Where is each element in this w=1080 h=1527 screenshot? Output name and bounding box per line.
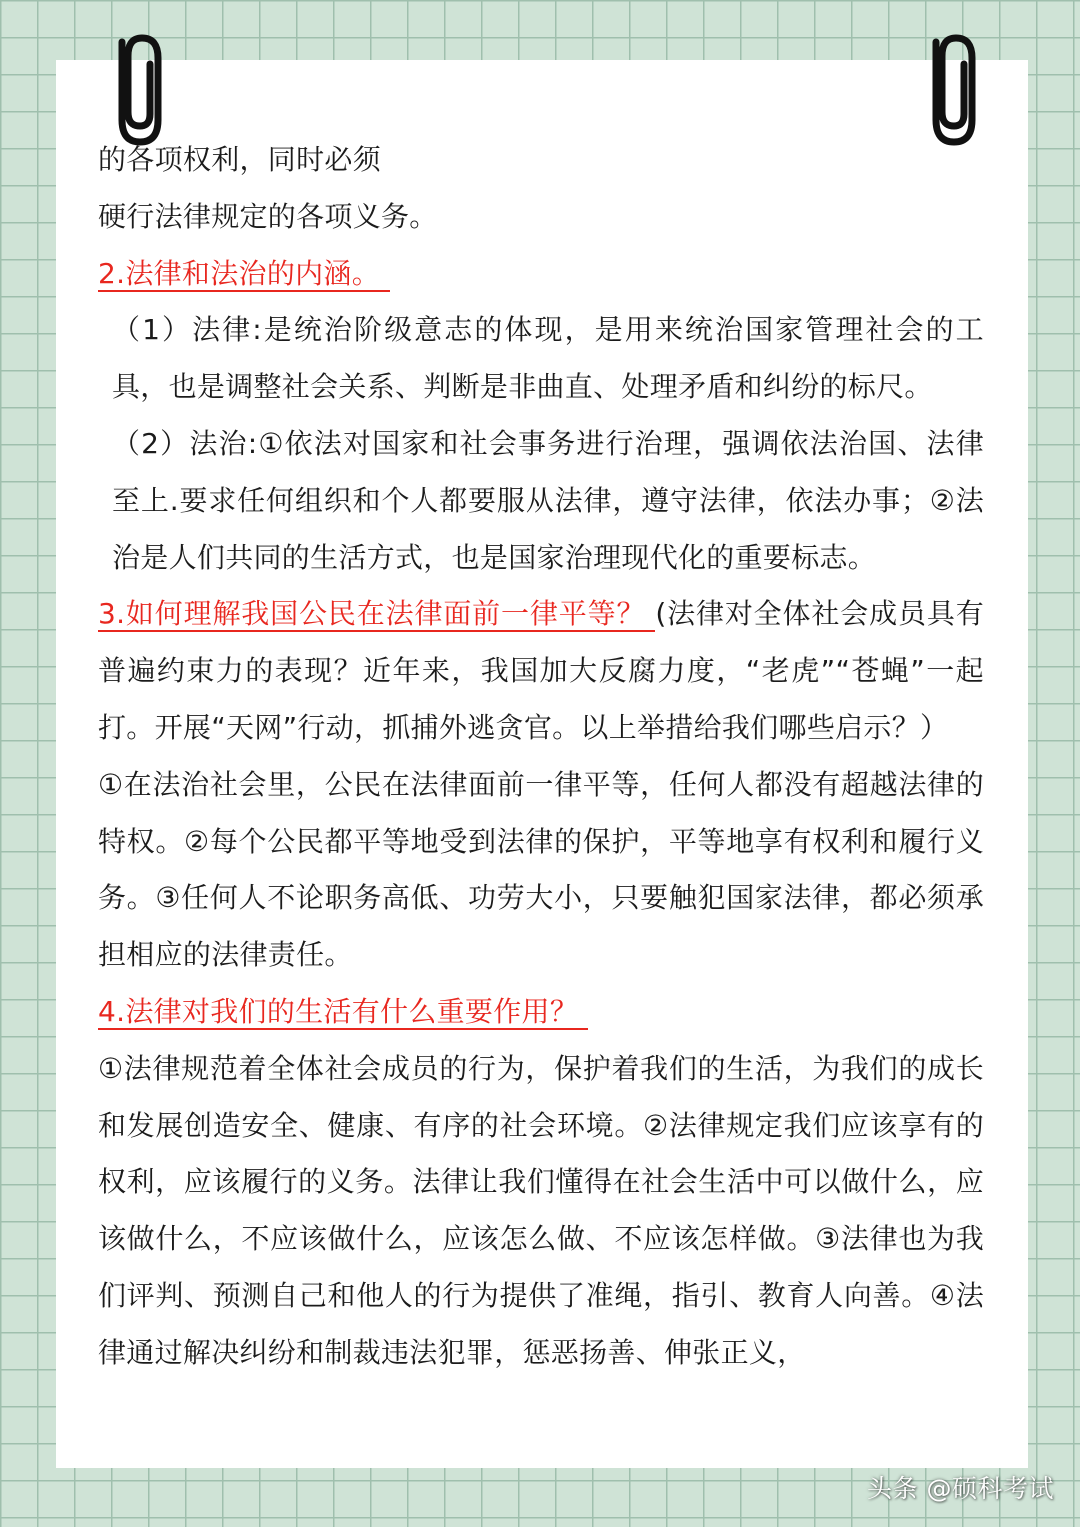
watermark-text: 头条 @硕科考试 bbox=[867, 1474, 1054, 1503]
section-2-paragraph-rule-of-law: （2）法治:①依法对国家和社会事务进行治理，强调依法治国、法律至上.要求任何组织和个人都要服从法律，遵守法律，依法办事；②法治是人们共同的生活方式，也是国家治理现代化的重要标志。 bbox=[112, 426, 984, 574]
section-2-heading: 2.法律和法治的内涵。 bbox=[98, 257, 390, 292]
section-2-paragraph-law: （1）法律:是统治阶级意志的体现，是用来统治国家管理社会的工具，也是调整社会关系、判断是非曲直、处理矛盾和纠纷的标尺。 bbox=[112, 313, 984, 404]
section-3-question-text: (法律对全体社会成员具有普遍约束力的表现？近年来，我国加大反腐力度，“老虎”“苍蝇”一起打。开展“天网”行动，抓捕外逃贪官。以上举措给我们哪些启示？） bbox=[98, 597, 984, 744]
intro-line-1: 的各项权利，同时必须 bbox=[98, 143, 382, 176]
document-body bbox=[98, 132, 984, 1382]
section-3-question bbox=[98, 586, 984, 756]
section-3-heading: 3.如何理解我国公民在法律面前一律平等？ bbox=[98, 597, 655, 632]
section-4-heading: 4.法律对我们的生活有什么重要作用？ bbox=[98, 995, 588, 1030]
section-3-answer: ①在法治社会里，公民在法律面前一律平等，任何人都没有超越法律的特权。②每个公民都平等地受到法律的保护，平等地享有权利和履行义务。③任何人不论职务高低、功劳大小，只要触犯国家法律，都必须承担相应的法律责任。 bbox=[98, 767, 984, 972]
section-4-answer: ①法律规范着全体社会成员的行为，保护着我们的生活，为我们的成长和发展创造安全、健康、有序的社会环境。②法律规定我们应该享有的权利，应该履行的义务。法律让我们懂得在社会生活中可以做什么，应该做什么，不应该做什么，应该怎么做、不应该怎样做。③法律也为我们评判、预测自己和他人的行为提供了准绳，指引、教育人向善。④法律通过解决纠纷和制裁违法犯罪，惩恶扬善、伸张正义， bbox=[98, 1051, 984, 1369]
intro-line-2: 硬行法律规定的各项义务。 bbox=[98, 199, 438, 233]
section-2-heading-line bbox=[98, 246, 984, 303]
section-4-heading-line bbox=[98, 984, 984, 1041]
